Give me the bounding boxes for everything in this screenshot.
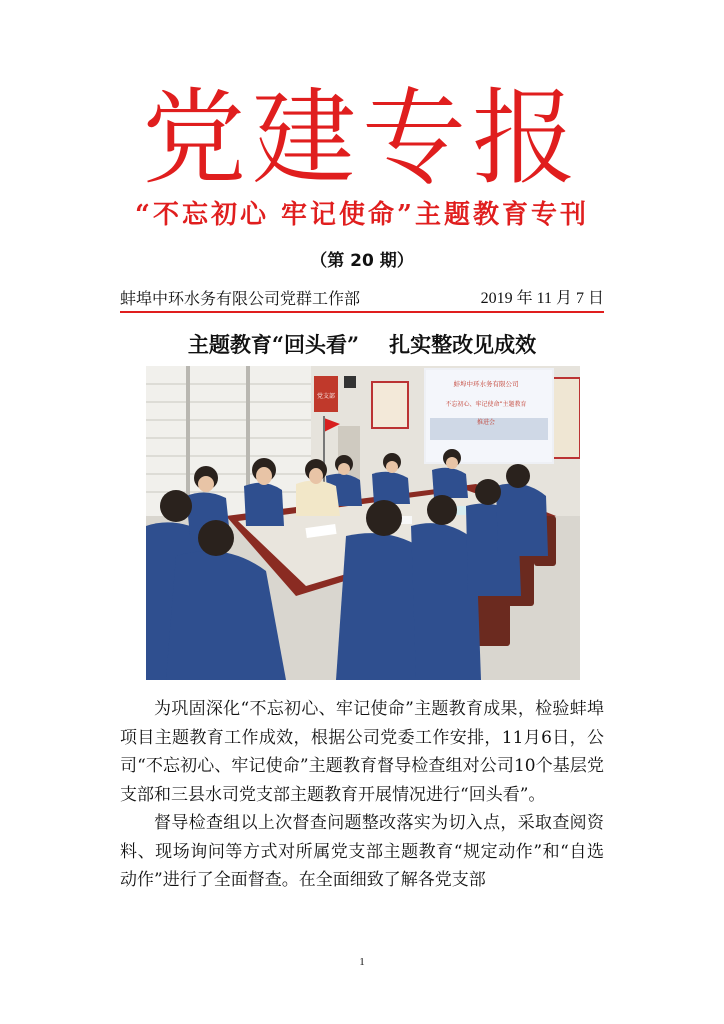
screen-line-1: 蚌埠中环水务有限公司 [453,380,519,388]
headline-part-2: 扎实整改见成效 [389,332,537,357]
article-body [120,695,604,895]
article-headline [0,330,724,360]
photo-wall-sign: 党支部 [316,393,336,400]
publish-date: 2019 年 11 月 7 日 [480,290,604,307]
special-issue-subtitle: “不忘初心 牢记使命”主题教育专刊 [135,200,589,230]
article-paragraph-2: 督导检查组以上次督查问题整改落实为切入点，采取查阅资料、现场询问等方式对所属党支部主题教育“规定动作”和“自选动作”进行了全面督查。在全面细致了解各党支部 [120,813,604,890]
publisher-org: 蚌埠中环水务有限公司党群工作部 [120,289,361,308]
screen-line-3: 推进会 [476,419,496,426]
publisher-row [120,288,604,310]
page-number: 1 [359,956,365,968]
masthead-title: 党建专报 [141,77,582,199]
meeting-photo [146,366,580,680]
screen-line-2: 不忘初心、牢记使命”主题教育 [445,401,527,408]
issue-number: （第 20 期） [310,251,414,271]
red-divider [120,311,604,313]
article-paragraph-1: 为巩固深化“不忘初心、牢记使命”主题教育成果，检验蚌埠项目主题教育工作成效，根据公司党委工作安排，11月6日，公司“不忘初心、牢记使命”主题教育督导检查组对公司10个基层党支部和三县水司党支部主题教育开展情况进行“回头看”。 [120,699,604,805]
headline-part-1: 主题教育“回头看” [187,332,360,357]
